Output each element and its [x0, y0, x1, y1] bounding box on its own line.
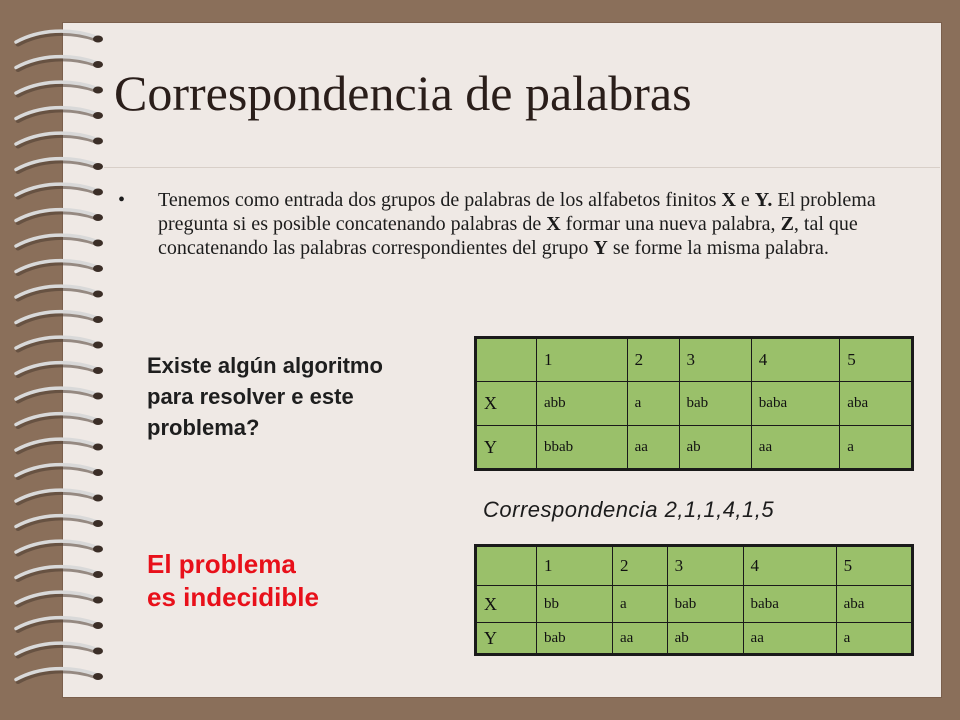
table-cell: aba: [836, 586, 912, 623]
question-text: Existe algún algoritmo para resolver e este problema?: [147, 353, 383, 440]
table-cell: 5: [836, 546, 912, 586]
table-cell: aa: [751, 426, 840, 470]
answer-line-1: El problema: [147, 549, 296, 579]
bullet-bold-y: Y: [593, 237, 608, 259]
bullet-text-part: e: [735, 189, 755, 211]
table-cell: aa: [743, 623, 836, 655]
table-row: [476, 382, 913, 426]
table-header-row: [476, 338, 913, 382]
table-cell: aa: [627, 426, 679, 470]
table-cell: Y: [476, 426, 537, 470]
table-cell: [476, 338, 537, 382]
table-cell: bab: [679, 382, 751, 426]
table-cell: baba: [743, 586, 836, 623]
table-cell: a: [836, 623, 912, 655]
bullet-bold-x: X: [546, 213, 561, 235]
table-cell: Y: [476, 623, 537, 655]
table-row: [476, 426, 913, 470]
bullet-bold-z: Z: [780, 213, 794, 235]
table-cell: 2: [612, 546, 667, 586]
table-cell: 4: [743, 546, 836, 586]
table-cell: 5: [840, 338, 913, 382]
table-cell: 1: [537, 546, 613, 586]
bullet-text-part: , tal que concatenando las palabras correspondientes del grupo: [158, 213, 858, 259]
bullet-text-part: formar una nueva palabra,: [560, 213, 781, 235]
table-cell: X: [476, 586, 537, 623]
table-cell: bbab: [537, 426, 628, 470]
table-cell: ab: [667, 623, 743, 655]
table-cell: a: [612, 586, 667, 623]
table-cell: 4: [751, 338, 840, 382]
table-header-row: [476, 546, 913, 586]
table-cell: bab: [537, 623, 613, 655]
title-divider: [104, 167, 940, 168]
correspondence-table-1: [474, 336, 914, 471]
table-cell: 1: [537, 338, 628, 382]
table-cell: a: [840, 426, 913, 470]
table-cell: [476, 546, 537, 586]
bullet-bold-y: Y.: [754, 189, 773, 211]
bullet-bold-x: X: [721, 189, 736, 211]
bullet-text-part: El problema pregunta si es posible concatenando palabras de: [158, 189, 876, 235]
table-cell: 2: [627, 338, 679, 382]
table-cell: bab: [667, 586, 743, 623]
bullet-text-part: se forme la misma palabra.: [607, 237, 829, 259]
table-row: [476, 623, 913, 655]
answer-text: [147, 548, 407, 614]
slide-title: Correspondencia de palabras: [114, 65, 692, 121]
table-cell: baba: [751, 382, 840, 426]
bullet-text: [158, 188, 898, 260]
table-cell: ab: [679, 426, 751, 470]
table-cell: aa: [612, 623, 667, 655]
correspondence-label: Correspondencia 2,1,1,4,1,5: [483, 497, 775, 522]
table-row: [476, 586, 913, 623]
table-cell: X: [476, 382, 537, 426]
spiral-binding-icon: [0, 0, 130, 720]
table-cell: 3: [679, 338, 751, 382]
table-cell: a: [627, 382, 679, 426]
bullet-text-part: Tenemos como entrada dos grupos de palabras de los alfabetos finitos: [158, 189, 722, 211]
bullet-dot-icon: •: [118, 189, 126, 211]
table-cell: 3: [667, 546, 743, 586]
table-cell: abb: [537, 382, 628, 426]
answer-line-2: es indecidible: [147, 582, 319, 612]
correspondence-table-2: [474, 544, 914, 656]
table-cell: aba: [840, 382, 913, 426]
table-cell: bb: [537, 586, 613, 623]
